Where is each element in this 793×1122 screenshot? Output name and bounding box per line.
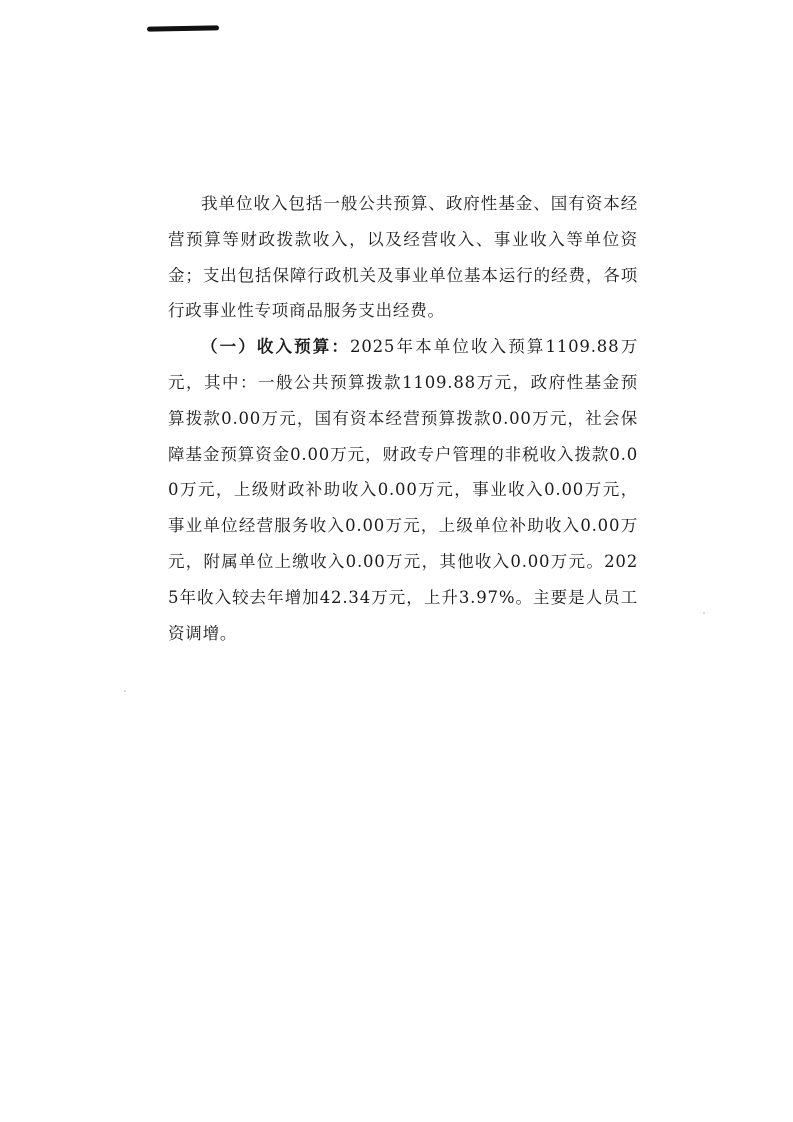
- scan-speck: [703, 612, 705, 614]
- scan-artifact-mark: [147, 25, 219, 31]
- intro-paragraph: 我单位收入包括一般公共预算、政府性基金、国有资本经营预算等财政拨款收入，以及经营收入、事业收入等单位资金；支出包括保障行政机关及事业单位基本运行的经费，各项行政事业性专项商品服务支出经费。: [168, 194, 638, 321]
- income-budget-body: 2025年本单位收入预算1109.88万元，其中：一般公共预算拨款1109.88万元，政府性基金预算拨款0.00万元，国有资本经营预算拨款0.00万元，社会保障基金预算资金0.00万元，财政专户管理的非税收入拨款0.00万元，上级财政补助收入0.00万元，事业收入0.00万元，事业单位经营服务收入0.00万元，上级单位补助收入0.00万元，附属单位上缴收入0.00万元，其他收入0.00万元。2025年收入较去年增加42.34万元，上升3.97%。主要是人员工资调增。: [168, 337, 638, 643]
- income-budget-heading: （一）收入预算：: [201, 337, 351, 357]
- document-body: [168, 186, 638, 651]
- income-budget-paragraph: [168, 329, 638, 651]
- scan-speck: [124, 690, 126, 692]
